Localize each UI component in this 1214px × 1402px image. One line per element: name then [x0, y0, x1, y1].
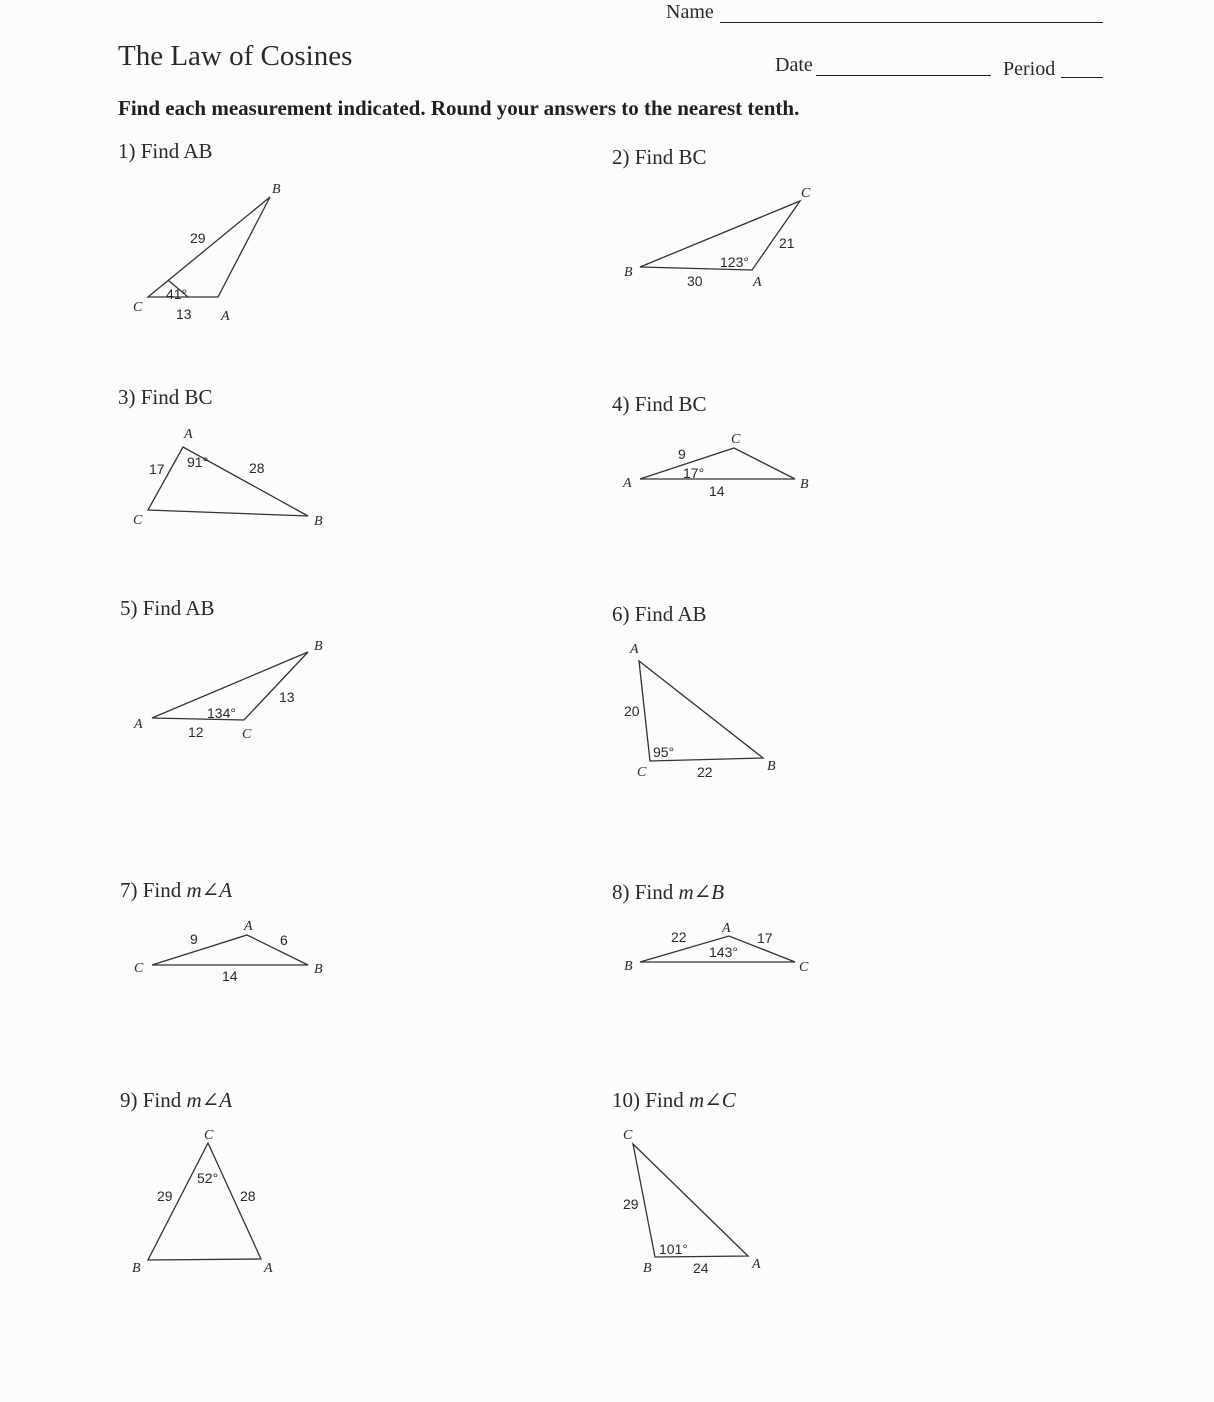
- vertex-label: A: [753, 275, 762, 290]
- vertex-label: B: [314, 514, 323, 529]
- angle-label: 134°: [207, 705, 236, 721]
- vertex-label: A: [630, 642, 639, 657]
- vertex-label: B: [314, 639, 323, 654]
- vertex-label: A: [264, 1261, 273, 1276]
- vertex-label: B: [643, 1261, 652, 1276]
- angle-label: 91°: [187, 454, 209, 470]
- side-label: 29: [190, 230, 206, 246]
- vertex-label: C: [731, 432, 741, 447]
- vertex-label: C: [799, 960, 809, 975]
- angle-label: 17°: [683, 465, 705, 481]
- side-label: 17: [149, 461, 165, 477]
- problem-prompt-variable: m∠A: [186, 1088, 233, 1112]
- problem-prompt-variable: m∠B: [678, 880, 725, 904]
- problem-prompt: Find AB: [634, 602, 707, 626]
- vertex-label: B: [624, 959, 633, 974]
- problem-prompt-variable: m∠C: [689, 1088, 736, 1112]
- problem-prompt-prefix: Find: [645, 1088, 690, 1112]
- problem-number: 7): [120, 878, 138, 902]
- date-label: Date: [775, 54, 813, 76]
- vertex-label: C: [637, 765, 647, 780]
- triangle-shape: [640, 448, 795, 479]
- angle-label: 101°: [659, 1241, 688, 1257]
- side-label: 28: [249, 460, 265, 476]
- side-label: 12: [188, 724, 204, 740]
- problem-number: 10): [612, 1088, 640, 1112]
- vertex-label: A: [184, 427, 193, 442]
- side-label: 20: [624, 703, 640, 719]
- problem-8-triangle: [624, 921, 809, 975]
- problem-prompt: Find AB: [142, 596, 215, 620]
- side-label: 22: [671, 929, 687, 945]
- problem-prompt: Find AB: [140, 139, 213, 163]
- side-label: 14: [222, 968, 238, 984]
- vertex-label: A: [752, 1257, 761, 1272]
- side-label: 29: [623, 1196, 639, 1212]
- side-label: 22: [697, 764, 713, 780]
- instructions: Find each measurement indicated. Round your answers to the nearest tenth.: [118, 96, 800, 120]
- vertex-label: C: [242, 727, 252, 742]
- problem-prompt-variable: m∠A: [186, 878, 233, 902]
- angle-label: 52°: [197, 1170, 219, 1186]
- angle-label: 41°: [166, 286, 188, 302]
- side-label: 30: [687, 273, 703, 289]
- period-label: Period: [1003, 58, 1056, 80]
- side-label: 9: [678, 446, 686, 462]
- vertex-label: B: [767, 759, 776, 774]
- problem-number: 8): [612, 880, 630, 904]
- vertex-label: B: [800, 477, 809, 492]
- side-label: 21: [779, 235, 795, 251]
- vertex-label: C: [133, 300, 143, 315]
- angle-label: 123°: [720, 254, 749, 270]
- vertex-label: B: [624, 265, 633, 280]
- vertex-label: C: [623, 1128, 633, 1143]
- problem-1-triangle: [133, 182, 281, 324]
- vertex-label: A: [722, 921, 731, 936]
- problem-prompt: Find BC: [140, 385, 213, 409]
- angle-label: 143°: [709, 944, 738, 960]
- vertex-label: C: [133, 513, 143, 528]
- problem-4-triangle: [622, 432, 809, 499]
- vertex-label: B: [314, 962, 323, 977]
- problem-7-triangle: [134, 919, 323, 984]
- vertex-label: B: [132, 1261, 141, 1276]
- vertex-label: A: [134, 717, 143, 732]
- side-label: 24: [693, 1260, 709, 1276]
- side-label: 9: [190, 931, 198, 947]
- problem-9-triangle: [132, 1128, 273, 1276]
- side-label: 6: [280, 932, 288, 948]
- problem-2-triangle: [624, 186, 811, 290]
- problem-prompt-prefix: Find: [142, 1088, 187, 1112]
- problem-number: 5): [120, 596, 138, 620]
- side-label: 17: [757, 930, 773, 946]
- triangle-shape: [633, 1144, 748, 1257]
- problem-5-triangle: [133, 639, 323, 742]
- problem-10-triangle: [623, 1128, 761, 1276]
- angle-label: 95°: [653, 744, 675, 760]
- problem-number: 6): [612, 602, 630, 626]
- side-label: 13: [279, 689, 295, 705]
- vertex-label: A: [244, 919, 253, 934]
- problem-prompt-prefix: Find: [142, 878, 187, 902]
- triangle-shape: [148, 197, 270, 297]
- side-label: 13: [176, 306, 192, 322]
- vertex-label: B: [272, 182, 281, 197]
- vertex-label: C: [134, 961, 144, 976]
- problem-prompt: Find BC: [634, 145, 707, 169]
- problem-number: 1): [118, 139, 136, 163]
- side-label: 14: [709, 483, 725, 499]
- vertex-label: A: [623, 476, 632, 491]
- problem-3-triangle: [133, 427, 323, 529]
- name-label: Name: [666, 1, 714, 23]
- problem-number: 4): [612, 392, 630, 416]
- vertex-label: C: [801, 186, 811, 201]
- triangle-shape: [148, 447, 308, 516]
- side-label: 28: [240, 1188, 256, 1204]
- problem-prompt: Find BC: [634, 392, 707, 416]
- problem-prompt-prefix: Find: [634, 880, 679, 904]
- side-label: 29: [157, 1188, 173, 1204]
- problem-number: 2): [612, 145, 630, 169]
- vertex-label: A: [221, 309, 230, 324]
- problem-number: 3): [118, 385, 136, 409]
- problem-6-triangle: [624, 642, 776, 780]
- problem-number: 9): [120, 1088, 138, 1112]
- page-title: The Law of Cosines: [118, 40, 353, 72]
- vertex-label: C: [204, 1128, 214, 1143]
